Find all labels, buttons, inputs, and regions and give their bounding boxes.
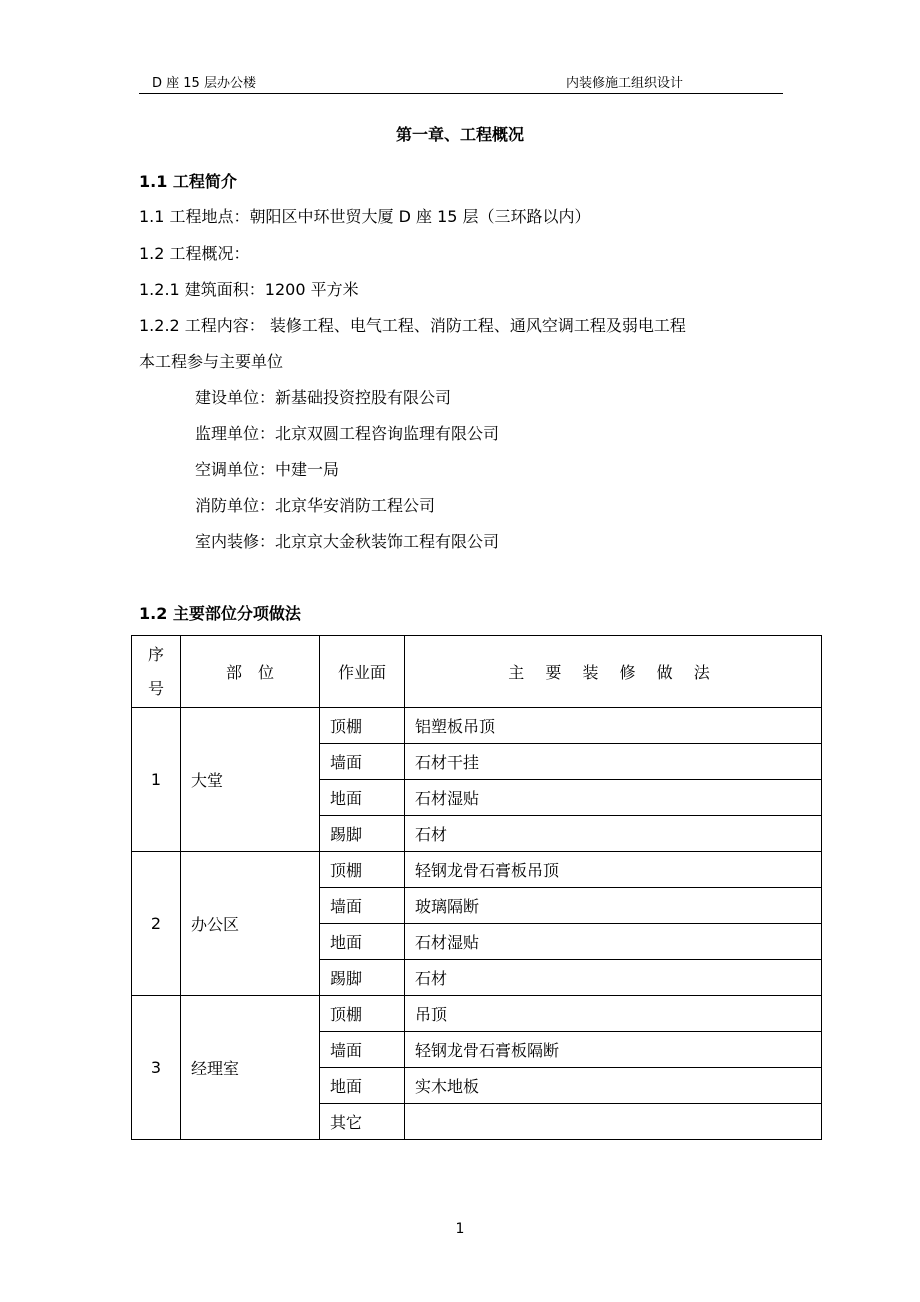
cell-method: 石材湿贴 bbox=[405, 780, 822, 816]
line-scope: 1.2.2 工程内容： 装修工程、电气工程、消防工程、通风空调工程及弱电工程 bbox=[139, 316, 686, 335]
header-document-title: 内装修施工组织设计 bbox=[566, 76, 684, 91]
cell-method: 吊顶 bbox=[405, 996, 822, 1032]
table-header-row bbox=[132, 636, 822, 708]
cell-surface: 墙面 bbox=[320, 744, 405, 780]
unit-interior: 室内装修：北京京大金秋装饰工程有限公司 bbox=[195, 532, 500, 551]
table-row bbox=[132, 996, 822, 1032]
cell-method: 铝塑板吊顶 bbox=[405, 708, 822, 744]
line-overview: 1.2 工程概况： bbox=[139, 244, 250, 263]
table-row bbox=[132, 708, 822, 744]
line-location: 1.1 工程地点：朝阳区中环世贸大厦 D 座 15 层（三环路以内） bbox=[139, 207, 591, 226]
cell-surface: 顶棚 bbox=[320, 708, 405, 744]
header-surface: 作业面 bbox=[320, 636, 405, 708]
cell-surface: 踢脚 bbox=[320, 960, 405, 996]
unit-developer: 建设单位：新基础投资控股有限公司 bbox=[195, 388, 452, 407]
cell-method: 实木地板 bbox=[405, 1068, 822, 1104]
cell-method: 石材干挂 bbox=[405, 744, 822, 780]
cell-part: 办公区 bbox=[181, 852, 320, 996]
unit-hvac: 空调单位：中建一局 bbox=[195, 460, 340, 479]
header-method: 主 要 装 修 做 法 bbox=[405, 636, 822, 708]
cell-surface: 顶棚 bbox=[320, 996, 405, 1032]
header-no-bottom: 号 bbox=[147, 678, 164, 698]
page-number: 1 bbox=[455, 1221, 465, 1237]
cell-method: 石材 bbox=[405, 960, 822, 996]
line-participants-title: 本工程参与主要单位 bbox=[139, 352, 284, 371]
decoration-method-table bbox=[131, 635, 822, 1140]
table-row bbox=[132, 852, 822, 888]
cell-no: 1 bbox=[132, 708, 181, 852]
chapter-title: 第一章、工程概况 bbox=[395, 125, 524, 144]
cell-surface: 顶棚 bbox=[320, 852, 405, 888]
cell-part: 经理室 bbox=[181, 996, 320, 1140]
unit-fire: 消防单位：北京华安消防工程公司 bbox=[195, 496, 436, 515]
header-rule bbox=[139, 93, 783, 94]
section-heading-overview: 1.1 工程简介 bbox=[139, 172, 237, 191]
section-heading-methods: 1.2 主要部位分项做法 bbox=[139, 604, 301, 623]
cell-no: 2 bbox=[132, 852, 181, 996]
cell-surface: 踢脚 bbox=[320, 816, 405, 852]
header-project-name: D 座 15 层办公楼 bbox=[152, 76, 256, 91]
cell-surface: 其它 bbox=[320, 1104, 405, 1140]
cell-method: 玻璃隔断 bbox=[405, 888, 822, 924]
header-no-top: 序 bbox=[147, 644, 164, 664]
header-no bbox=[132, 636, 181, 708]
cell-surface: 墙面 bbox=[320, 1032, 405, 1068]
cell-method: 石材 bbox=[405, 816, 822, 852]
cell-surface: 地面 bbox=[320, 1068, 405, 1104]
cell-no: 3 bbox=[132, 996, 181, 1140]
cell-surface: 地面 bbox=[320, 780, 405, 816]
line-area: 1.2.1 建筑面积：1200 平方米 bbox=[139, 280, 359, 299]
cell-method bbox=[405, 1104, 822, 1140]
cell-surface: 地面 bbox=[320, 924, 405, 960]
cell-method: 轻钢龙骨石膏板隔断 bbox=[405, 1032, 822, 1068]
unit-supervisor: 监理单位：北京双圆工程咨询监理有限公司 bbox=[195, 424, 500, 443]
cell-part: 大堂 bbox=[181, 708, 320, 852]
cell-method: 石材湿贴 bbox=[405, 924, 822, 960]
cell-method: 轻钢龙骨石膏板吊顶 bbox=[405, 852, 822, 888]
header-part: 部 位 bbox=[181, 636, 320, 708]
cell-surface: 墙面 bbox=[320, 888, 405, 924]
